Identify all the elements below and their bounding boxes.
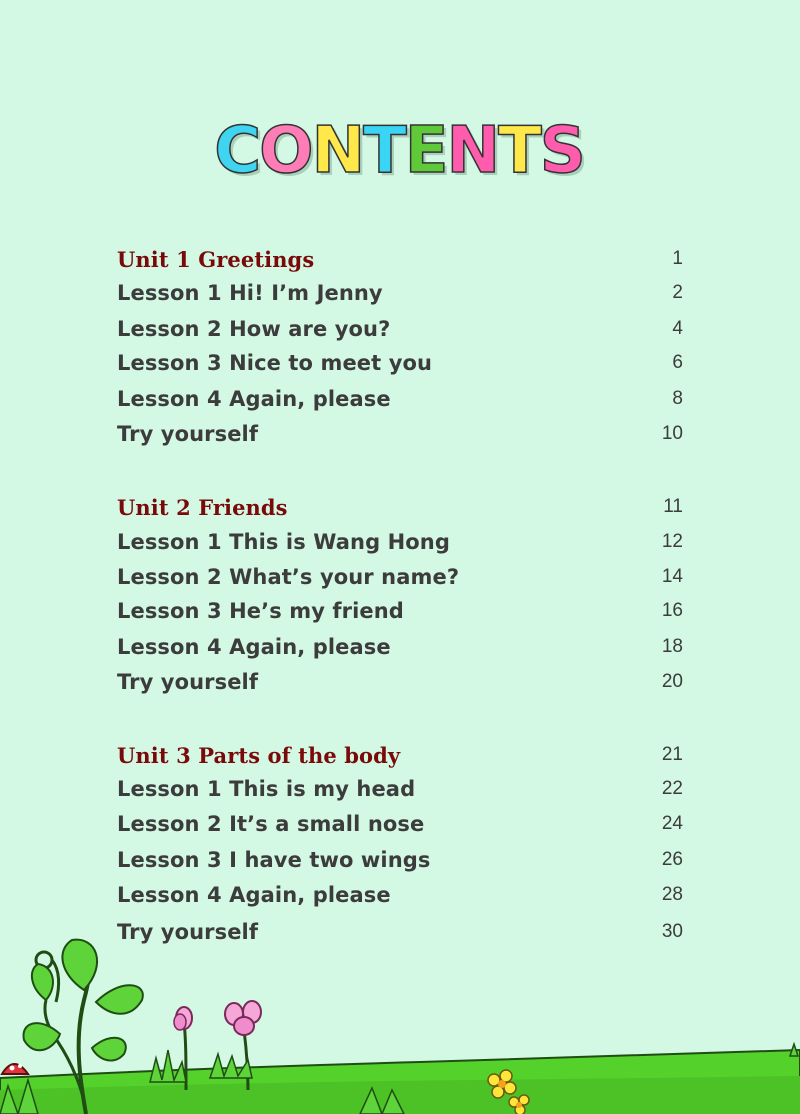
toc-entry[interactable] (117, 666, 683, 698)
page-number: 8 (672, 388, 683, 409)
entry-label: Lesson 3 I have two wings (117, 848, 431, 872)
title-letter: N (311, 114, 366, 188)
entry-label: Lesson 2 What’s your name? (117, 565, 460, 589)
title-letter: N (446, 114, 501, 188)
entry-label: Try yourself (117, 422, 259, 446)
entry-label: Lesson 2 How are you? (117, 317, 391, 341)
page-number: 10 (661, 423, 683, 444)
page-number: 28 (661, 884, 683, 905)
unit-1-heading-row[interactable] (117, 243, 683, 275)
page-number: 4 (672, 318, 683, 339)
leaf-icon (92, 1038, 126, 1061)
unit-title: Unit 1 Greetings (117, 246, 315, 272)
title-letter: E (404, 114, 449, 188)
toc-entry[interactable] (117, 773, 683, 805)
page-number: 16 (661, 600, 683, 621)
unit-title: Unit 3 Parts of the body (117, 742, 401, 768)
pink-flower-icon (174, 1007, 192, 1030)
unit-3-heading-row[interactable] (117, 739, 683, 771)
page-number: 2 (672, 282, 683, 303)
toc-entry[interactable] (117, 561, 683, 593)
entry-label: Lesson 3 He’s my friend (117, 599, 404, 623)
mushroom-icon (2, 1064, 28, 1074)
entry-label: Lesson 1 This is Wang Hong (117, 530, 450, 554)
page-number: 18 (661, 636, 683, 657)
toc-entry[interactable] (117, 277, 683, 309)
title-letter: T (363, 114, 407, 188)
page-number: 12 (661, 531, 683, 552)
toc-entry[interactable] (117, 879, 683, 911)
leaf-icon (23, 1023, 60, 1050)
entry-label: Lesson 2 It’s a small nose (117, 812, 425, 836)
page-number: 6 (672, 352, 683, 373)
leaf-icon (62, 940, 97, 990)
page-number: 14 (661, 566, 683, 587)
entry-label: Lesson 3 Nice to meet you (117, 351, 433, 375)
unit-title: Unit 2 Friends (117, 494, 288, 520)
entry-label: Lesson 4 Again, please (117, 883, 391, 907)
yellow-flower-icon (488, 1070, 516, 1098)
page-number: 30 (661, 921, 683, 942)
title-letter: S (539, 114, 586, 188)
leaf-icon (96, 985, 143, 1014)
page-number: 24 (661, 813, 683, 834)
page-number: 1 (672, 248, 683, 269)
toc-entry[interactable] (117, 631, 683, 663)
toc-entry[interactable] (117, 418, 683, 450)
toc-entry[interactable] (117, 844, 683, 876)
leaf-icon (32, 964, 53, 1000)
title-letter: C (214, 114, 262, 188)
page-number: 11 (663, 496, 683, 517)
toc-entry[interactable] (117, 347, 683, 379)
grass-tuft (150, 1050, 186, 1082)
contents-title (0, 114, 800, 190)
title-letter: O (259, 114, 314, 188)
page-number: 22 (661, 778, 683, 799)
toc-entry[interactable] (117, 808, 683, 840)
page-number: 26 (661, 849, 683, 870)
garden-illustration (0, 930, 800, 1114)
title-letter: T (498, 114, 542, 188)
toc-entry[interactable] (117, 595, 683, 627)
toc-entry[interactable] (117, 313, 683, 345)
entry-label: Try yourself (117, 670, 259, 694)
page-number: 20 (661, 671, 683, 692)
entry-label: Lesson 1 Hi! I’m Jenny (117, 281, 383, 305)
entry-label: Lesson 4 Again, please (117, 387, 391, 411)
entry-label: Lesson 1 This is my head (117, 777, 416, 801)
entry-label: Lesson 4 Again, please (117, 635, 391, 659)
toc-entry[interactable] (117, 526, 683, 558)
pink-flower-icon (225, 1001, 261, 1035)
toc-entry[interactable] (117, 383, 683, 415)
page-number: 21 (661, 744, 683, 765)
entry-label: Try yourself (117, 920, 259, 944)
unit-2-heading-row[interactable] (117, 491, 683, 523)
